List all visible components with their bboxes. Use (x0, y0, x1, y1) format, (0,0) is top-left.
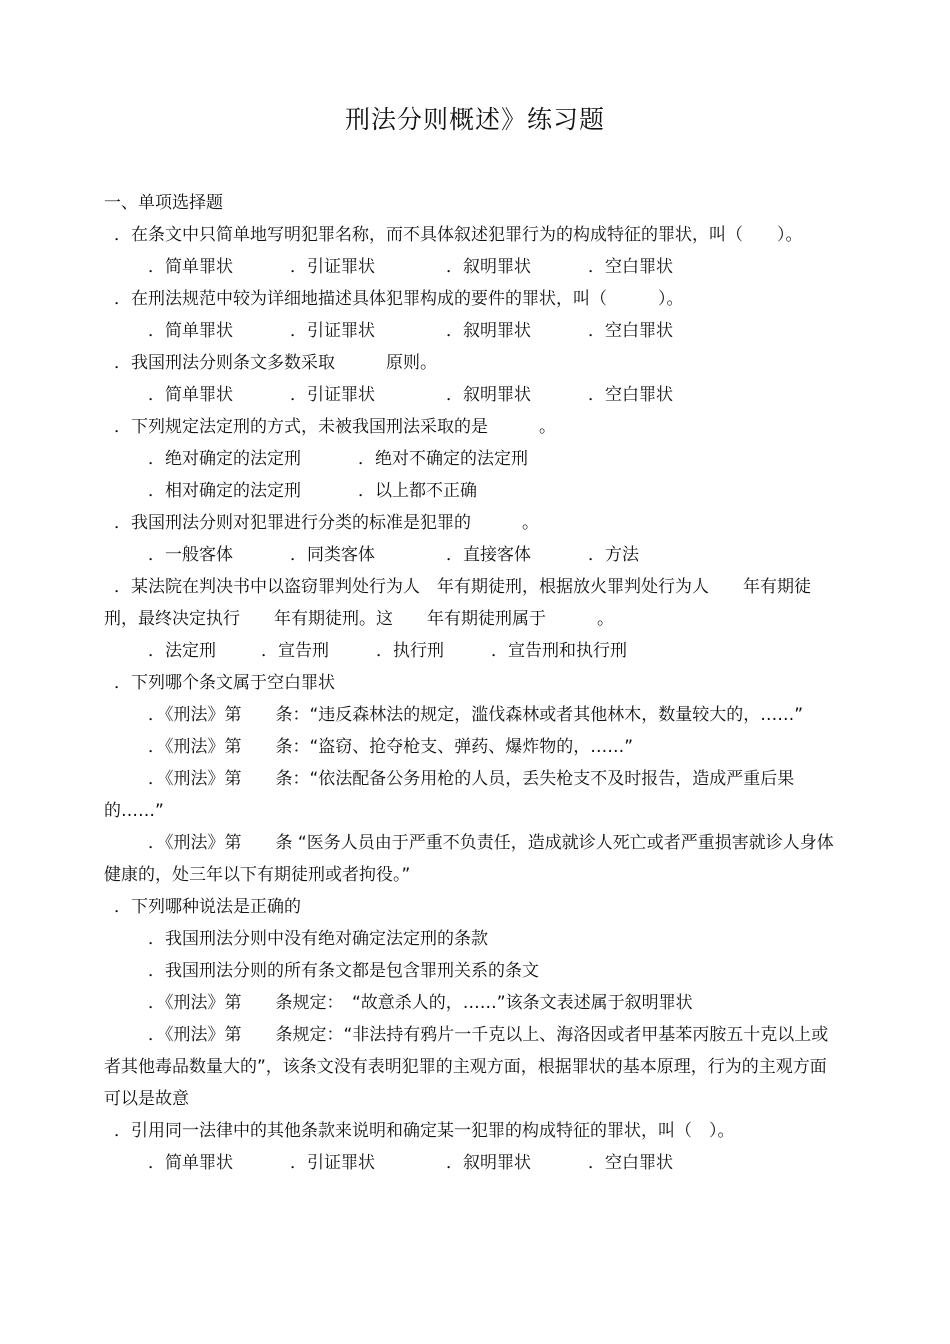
question-8-option-a: ．我国刑法分则中没有绝对确定法定刑的条款 (148, 929, 488, 949)
option-b: ．引证罪状 (290, 257, 375, 277)
question-7: ．下列哪个条文属于空白罪状 (114, 673, 335, 693)
option-c: ．叙明罪状 (446, 385, 531, 405)
option-b: ．引证罪状 (290, 385, 375, 405)
option-b: ．引证罪状 (290, 321, 375, 341)
question-6-options (104, 635, 839, 667)
question-2-options (104, 315, 839, 347)
option-a: ．一般客体 (148, 545, 233, 565)
question-4-options-row1 (104, 443, 839, 475)
option-d: ．宣告刑和执行刑 (491, 641, 627, 661)
question-8-option-b: ．我国刑法分则的所有条文都是包含罪刑关系的条文 (148, 961, 539, 981)
question-8: ．下列哪种说法是正确的 (114, 897, 301, 917)
question-7-option-d: ．《刑法》第 条 “医务人员由于严重不负责任，造成就诊人死亡或者严重损害就诊人身体健康的，处三年以下有期徒刑或者拘役。” (104, 833, 834, 885)
option-b: ．同类客体 (290, 545, 375, 565)
question-7-option-a: ．《刑法》第 条：“违反森林法的规定，滥伐森林或者其他林木，数量较大的，……” (148, 705, 804, 725)
option-b: ．引证罪状 (290, 1153, 375, 1173)
question-7-option-b: ．《刑法》第 条：“盗窃、抢夺枪支、弹药、爆炸物的，……” (148, 737, 634, 757)
question-8-option-c: ．《刑法》第 条规定： “故意杀人的，……”该条文表述属于叙明罪状 (148, 993, 693, 1013)
option-c: ．叙明罪状 (446, 257, 531, 277)
option-c: ．相对确定的法定刑 (148, 481, 301, 501)
option-c: ．直接客体 (446, 545, 531, 565)
option-a: ．绝对确定的法定刑 (148, 449, 301, 469)
question-4-options-row2 (104, 475, 839, 507)
question-2: ．在刑法规范中较为详细地描述具体犯罪构成的要件的罪状，叫（ ）。 (114, 289, 684, 309)
option-d: ．空白罪状 (588, 1153, 673, 1173)
option-a: ．简单罪状 (148, 321, 233, 341)
option-a: ．简单罪状 (148, 385, 233, 405)
question-1-options (104, 251, 839, 283)
question-1: ．在条文中只简单地写明犯罪名称，而不具体叙述犯罪行为的构成特征的罪状，叫（ ）。 (114, 225, 803, 245)
option-d: ．空白罪状 (588, 321, 673, 341)
option-c: ．叙明罪状 (446, 321, 531, 341)
option-a: ．简单罪状 (148, 257, 233, 277)
question-9: ．引用同一法律中的其他条款来说明和确定某一犯罪的构成特征的罪状，叫（ ）。 (114, 1121, 735, 1141)
question-9-options (104, 1147, 839, 1179)
question-4: ．下列规定法定刑的方式，未被我国刑法采取的是 。 (114, 417, 556, 437)
section-heading: 一、单项选择题 (104, 193, 223, 213)
option-d: ．空白罪状 (588, 385, 673, 405)
page-title: 刑法分则概述》练习题 (344, 105, 605, 134)
option-c: ．执行刑 (376, 641, 444, 661)
option-b: ．宣告刑 (261, 641, 329, 661)
option-a: ．简单罪状 (148, 1153, 233, 1173)
option-a: ．法定刑 (148, 641, 216, 661)
option-c: ．叙明罪状 (446, 1153, 531, 1173)
question-5: ．我国刑法分则对犯罪进行分类的标准是犯罪的 。 (114, 513, 539, 533)
question-7-option-c: ．《刑法》第 条：“依法配备公务用枪的人员，丢失枪支不及时报告，造成严重后果的……” (104, 769, 795, 821)
question-3: ．我国刑法分则条文多数采取 原则。 (114, 353, 437, 373)
option-d: ．以上都不正确 (358, 481, 477, 501)
question-5-options (104, 539, 839, 571)
question-6: ．某法院在判决书中以盗窃罪判处行为人 年有期徒刑，根据放火罪判处行为人 年有期徒刑，最终决定执行 年有期徒刑。这 年有期徒刑属于 。 (104, 577, 811, 629)
option-b: ．绝对不确定的法定刑 (358, 449, 528, 469)
question-8-option-d: ．《刑法》第 条规定：“非法持有鸦片一千克以上、海洛因或者甲基苯丙胺五十克以上或者其他毒品数量大的”，该条文没有表明犯罪的主观方面，根据罪状的基本原理，行为的主观方面可以是故意 (104, 1025, 829, 1109)
option-d: ．方法 (588, 545, 639, 565)
option-d: ．空白罪状 (588, 257, 673, 277)
question-list (104, 219, 839, 1179)
question-3-options (104, 379, 839, 411)
